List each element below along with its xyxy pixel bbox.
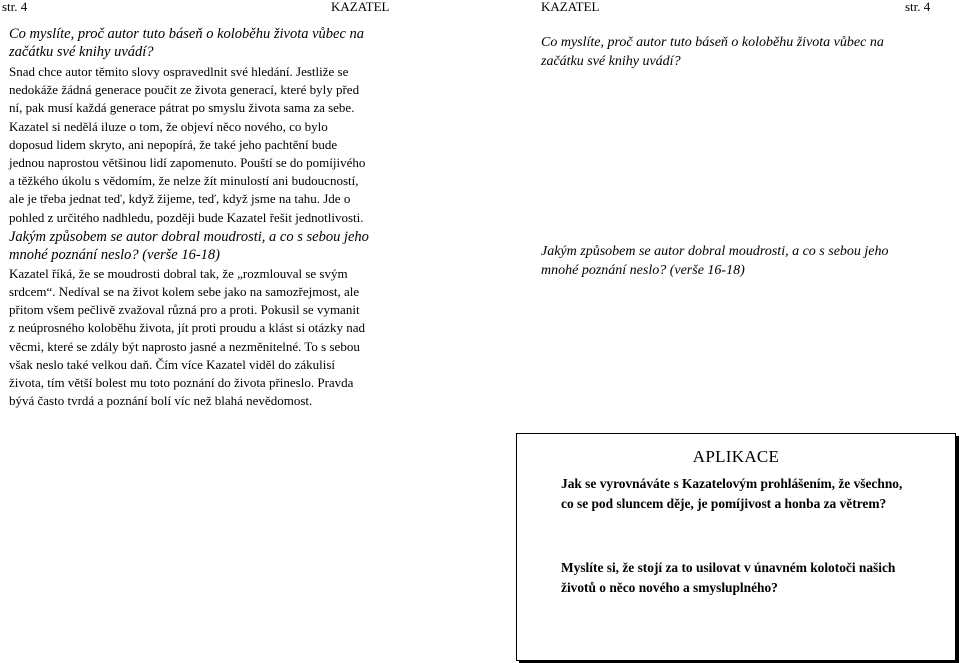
text-line: z neúprosného koloběhu života, jít proti proudu a klást si otázky nad (9, 320, 365, 336)
left-page-number: str. 4 (2, 0, 28, 14)
left-answer-1 (9, 63, 384, 227)
text-line: bývá často tvrdá a poznání bolí víc než blahá nevědomost. (9, 393, 313, 409)
left-running-title: KAZATEL (331, 0, 390, 14)
question-line: mnohé poznání neslo? (verše 16-18) (541, 262, 745, 278)
text-line: ní, pak musí každá generace pátrat po smyslu života sama za sebe. (9, 100, 355, 116)
question-line: mnohé poznání neslo? (verše 16-18) (9, 246, 221, 263)
application-question-1 (561, 474, 946, 514)
text-line: ale je třeba jednat teď, když žijeme, teď, když jsme na tahu. Jde o (9, 191, 351, 207)
application-box (516, 433, 956, 661)
question-line: co se pod sluncem děje, je pomíjivost a honba za větrem? (561, 496, 887, 511)
right-running-title: KAZATEL (541, 0, 600, 14)
text-line: jednou naprostou většinou lidí zapomenuto. Pouští se do pomíjivého (9, 155, 366, 171)
question-line: začátku své knihy uvádí? (541, 53, 681, 69)
text-line: srdcem“. Nedíval se na život kolem sebe jako na samozřejmost, ale (9, 284, 360, 300)
text-line: nedokáže žádná generace poučit ze života generací, které byly před (9, 82, 360, 98)
left-question-1: Co myslíte, proč autor tuto báseň o koloběhu života vůbec na začátku své knihy uvádí? (9, 26, 365, 60)
question-line: Jakým způsobem se autor dobral moudrosti, a co s sebou jeho (541, 244, 889, 259)
question-line: Myslíte si, že stojí za to usilovat v únavném kolotoči našich (561, 560, 896, 575)
application-question-2 (561, 558, 946, 598)
right-page-number: str. 4 (905, 0, 931, 14)
question-line: Jakým způsobem se autor dobral moudrosti, a co s sebou jeho (9, 228, 369, 245)
left-question-2 (9, 228, 384, 264)
text-line: Snad chce autor těmito slovy ospravedlnit své hledání. Jestliže se (9, 64, 349, 79)
text-line: pohled z určitého nadhledu, později bude Kazatel řešit jednotlivosti. (9, 209, 364, 225)
question-line: Jak se vyrovnáváte s Kazatelovým prohlášením, že všechno, (561, 476, 903, 491)
text-line: Kazatel říká, že se moudrosti dobral tak, že „rozmlouval se svým (9, 265, 348, 281)
left-answer-2 (9, 265, 384, 411)
text-line: však neslo také velkou daň. Čím více Kazatel viděl do zákulisí (9, 356, 335, 372)
text-line: Kazatel si nedělá iluze o tom, že objeví něco nového, co bylo (9, 118, 328, 134)
question-line: Co myslíte, proč autor tuto báseň o koloběhu života vůbec na (541, 35, 884, 50)
application-title: APLIKACE (692, 447, 780, 466)
text-line: doposud lidem skryto, ani nepopírá, že také jeho pachtění bude (9, 136, 338, 152)
text-line: života, tím větší bolest mu toto poznání do života přineslo. Pravda (9, 375, 354, 391)
right-question-1 (541, 34, 926, 71)
right-question-2 (541, 243, 926, 280)
text-line: přitom všem pečlivě zvažoval různá pro a proti. Pokusil se vymanit (9, 302, 360, 318)
text-line: a těžkého úkolu s vědomím, že nelze žít minulostí ani budoucností, (9, 173, 359, 189)
text-line: věcmi, které se zdály být naprosto jasné a nezměnitelné. To s sebou (9, 338, 360, 354)
question-line: životů o něco nového a smysluplného? (561, 580, 778, 595)
left-page-content (9, 25, 384, 410)
